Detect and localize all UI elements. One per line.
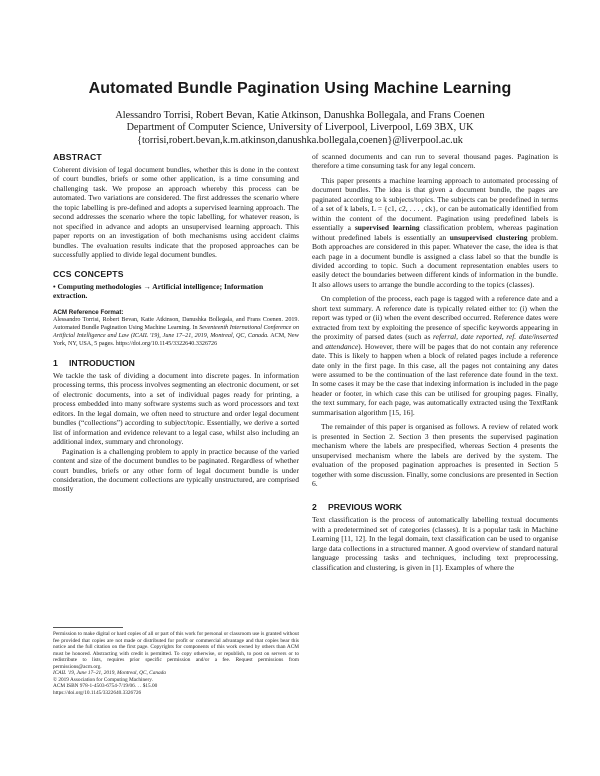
- intro-paragraph-5: The remainder of this paper is organised as follows. A review of related work is presented in Section 2. Section 3 then presents the supervised pagination mechanism where the labels are prespecified, whereas Section 4 presents the unsupervised mechanism where the labels are derived by the system. The evaluation of the proposed pagination approaches is presented in Section 5 together with some discussion. Finally, some conclusions are presented in Section 6.: [312, 422, 558, 488]
- right-column: [312, 152, 558, 572]
- intro-paragraph-4: On completion of the process, each page is tagged with a reference date and a short text summary. A reference date is typically related either to: (i) when the report was typed or (ii) when the event described occurred. Reference dates were extracted from text by exploiting the presence of specific keywords appearing in the proximity of parsed dates (such as referral, date reported, ref. date/inserted and attendance). However, there will be pages that do not contain any reference date. This is likely to happen when a block of related pages include a reference date only in the first page. In this case, all the pages not containing any dates were assumed to be the continuation of the last reference date found in the text. In some cases it may be the case that indexing information is included in the page header or footer, in which case this can be utilised for grouping pages. Finally, the text summary, for each page, was automatically extracted using the TextRank summarisation algorithm [15, 16].: [312, 294, 558, 417]
- intro-paragraph-2-continued: of scanned documents and can run to several thousand pages. Pagination is therefore a time consuming task for any legal concern.: [312, 152, 558, 171]
- footnote-permission: Permission to make digital or hard copies of all or part of this work for personal or classroom use is granted without fee provided that copies are not made or distributed for profit or commercial advantage and that copies bear this notice and the full citation on the first page. Copyrights for components of this work owned by others than ACM must be honored. Abstracting with credit is permitted. To copy otherwise, or republish, to post on servers or to redistribute to lists, requires prior specific permission and/or a fee. Request permissions from permissions@acm.org.: [53, 631, 299, 670]
- intro-paragraph-3: This paper presents a machine learning approach to automated processing of document bundles. The idea is that given a document bundle, the pages are paginated according to k subjects/topics. The subjects can be predefined in terms of a set of k labels, L = {c1, c2, . . . , ck}, or can be automatically identified from within the content of the document. Pagination using predefined labels is essentially a supervised learning classification problem, whereas pagination without predefined labels is essentially an unsupervised clustering problem. Both approaches are considered in this paper. Whatever the case, the idea is that each page in a document bundle is assigned a class label so that the bundle is divided according to topic. Such a document representation enables users to easily detect the boundaries between different kinds of information in the bundle. It also allows users to arrange the bundle according to the topics (classes).: [312, 175, 559, 289]
- term-unsupervised-clustering: unsupervised clustering: [449, 232, 528, 242]
- section-number: 1: [53, 357, 58, 368]
- acm-reference-doi: ACM, New York, NY, USA, 5 pages. https://doi.org/10.1145/3322640.3326726: [53, 333, 299, 348]
- footnote-block: [53, 627, 299, 696]
- acm-reference-venue: Seventeenth International Conference on Artificial Intelligence and Law (ICAIL '19), June 17–21, 2019, Montreal, QC, Canada.: [53, 325, 299, 340]
- footnote-venue: ICAIL '19, June 17–21, 2019, Montreal, QC, Canada: [53, 670, 166, 677]
- section-title: PREVIOUS WORK: [328, 502, 403, 513]
- section-2-heading: [312, 502, 558, 512]
- intro-paragraph-1: We tackle the task of dividing a document into discrete pages. In information processing terms, this process involves segmenting an electronic document, or set of electronic documents, into a set of individual pages ready for printing, a process embedded into many software systems such as word processors and text editors. In the legal domain, we often need to structure and order legal document bundles (“collections”) according to subject/topic. Essentially, we derive a sorted list of information and evidence relevant to a legal case, whilst also including an additional index, summary and chronology.: [53, 370, 299, 447]
- abstract-heading: ABSTRACT: [53, 152, 102, 162]
- abstract-text: Coherent division of legal document bundles, whether this is done in the context of court bundles, briefs or some other application, is a time consuming and challenging task. We propose an approach whereby this process can be automated. Two variations are considered. The first addresses the scenario where the topic labelling is pre-defined and adopts a supervised learning approach. The second addresses the scenario where the topic labelling, for whatever reason, is not specified in advance and adopts an unsupervised learning approach. This paper reports on an investigation of both mechanisms using accident claims bundles. The evaluation results indicate that the proposed approaches can be successfully applied to divide legal document bundles.: [53, 165, 299, 260]
- left-column: [53, 152, 299, 494]
- ccs-heading: CCS CONCEPTS: [53, 268, 124, 279]
- section-number: 2: [312, 502, 317, 513]
- footnote-doi: https://doi.org/10.1145/3322640.3326726: [53, 689, 142, 696]
- acm-reference-authors: Alessandro Torrisi, Robert Bevan, Katie Atkinson, Danushka Bollegala, and Frans Coenen. 2019. Automated Bundle Pagination Using Machine Learning. In: [53, 317, 299, 332]
- section-title: INTRODUCTION: [69, 357, 135, 368]
- author-emails: {torrisi,robert.bevan,k.m.atkinson,danushka.bollegala,coenen}@liverpool.ac.uk: [137, 134, 463, 146]
- ccs-concepts: • Computing methodologies → Artificial intelligence; Information extraction.: [53, 281, 264, 300]
- paper-title: Automated Bundle Pagination Using Machine Learning: [88, 80, 512, 97]
- author-names: Alessandro Torrisi, Robert Bevan, Katie Atkinson, Danushka Bollegala, and Frans Coenen: [115, 110, 485, 121]
- acm-reference: [53, 317, 299, 349]
- section-1-heading: [53, 358, 299, 368]
- footnote-isbn: ACM ISBN 978-1-4503-6754-7/19/06. . . $15.00: [53, 683, 158, 690]
- footnote-rule: [53, 627, 123, 628]
- previous-work-paragraph-1: Text classification is the process of automatically labelling textual documents with a predetermined set of categories (classes). It is a popular task in Machine Learning [11, 12]. In the legal domain, text classification can be used to organise large data collections in a structured manner. A good overview of standard natural language processing tasks and techniques, including text preprocessing, classification and clustering, is given in [1]. Examples of where the: [312, 515, 558, 572]
- term-supervised-learning: supervised learning: [354, 223, 420, 233]
- author-block: [40, 110, 560, 147]
- intro-paragraph-2: Pagination is a challenging problem to apply in practice because of the varied content and size of the document bundles to be paginated. Regardless of whether court bundles, briefs or any other form of legal document bundle is under consideration, the document collections are typically unstructured, are comprised mostly: [53, 446, 299, 494]
- author-affiliation: Department of Computer Science, University of Liverpool, Liverpool, L69 3BX, UK: [126, 122, 474, 134]
- acm-reference-label: ACM Reference Format:: [53, 309, 124, 317]
- footnote-copyright: © 2019 Association for Computing Machinery.: [53, 676, 153, 683]
